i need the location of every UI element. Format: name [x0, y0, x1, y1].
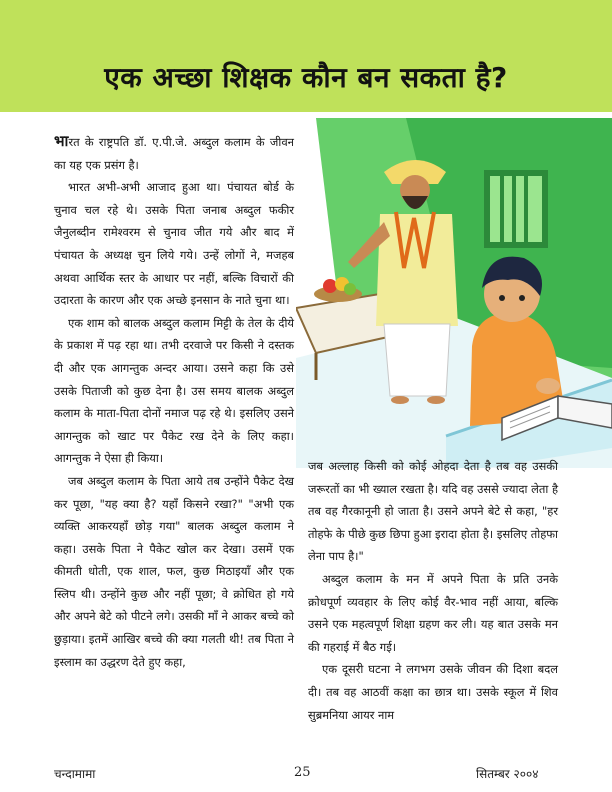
paragraph: जब अल्लाह किसी को कोई ओहदा देता है तब वह उसकी जरूरतों का भी ख्याल रखता है। यदि वह उससे ज्यादा लेता है तब वह गैरकानूनी हो जाता है। उसने अपने बेटे से कहा, "हर तोहफे के पीछे कुछ छिपा हुआ इरादा होता है। इसलिए तोहफा लेना पाप है।" — [308, 459, 558, 564]
story-illustration — [296, 118, 612, 468]
paragraph: एक दूसरी घटना ने लगभग उसके जीवन की दिशा बदल दी। तब वह आठवीं कक्षा का छात्र था। उसके स्कूल में शिव सुब्रमनिया आयर नाम — [308, 662, 558, 722]
left-column — [54, 130, 294, 673]
magazine-name: चन्दामामा — [54, 767, 96, 781]
paragraph: अब्दुल कलाम के मन में अपने पिता के प्रति उनके क्रोधपूर्ण व्यवहार के लिए कोई वैर-भाव नहीं आया, बल्कि उसने एक महत्वपूर्ण शिक्षा ग्रहण कर ली। यह बात उसके मन की गहराई में बैठ गई। — [308, 571, 558, 654]
header-banner — [0, 0, 612, 112]
right-column — [308, 455, 558, 726]
paragraph — [54, 130, 294, 176]
paragraph-text: रत के राष्ट्रपति डॉ. ए.पी.जे. अब्दुल कलाम के जीवन का यह एक प्रसंग है। — [54, 135, 294, 172]
paragraph: जब अब्दुल कलाम के पिता आये तब उन्होंने पैकेट देख कर पूछा, "यह क्या है? यहाँ किसने रखा?" "अभी एक व्यक्ति आकरयहाँ छोड़ गया" बालक अब्दुल कलाम ने कहा। उसके पिता ने पैकेट खोल कर देखा। उसमें एक कीमती धोती, एक शाल, फल, कुछ मिठाइयाँ और एक स्लिप थी। उन्होंने कुछ और नहीं पूछा; वे क्रोधित हो गये और अपने बेटे को पीटने लगे। उसकी माँ ने आकर बच्चे को छुड़ाया। इतमें आखिर बच्चे की क्या गलती थी! तब पिता ने इस्लाम का उद्धरण देते हुए कहा, — [54, 473, 294, 669]
window-icon — [484, 170, 548, 248]
page-title: एक अच्छा शिक्षक कौन बन सकता है? — [104, 61, 508, 94]
paragraph: एक शाम को बालक अब्दुल कलाम मिट्टी के तेल के दीये के प्रकाश में पढ़ रहा था। तभी दरवाजे पर किसी ने दस्तक दी और एक आगन्तुक अन्दर आया। उसने कहा कि उसे उसके पिताजी को कुछ देना है। उस समय बालक अब्दुल कलाम के माता-पिता दोनों नमाज पढ़ रहे थे। इसलिए उसने आगन्तुक को खाट पर पैकेट रख देने के लिए कहा। आगन्तुक ने ऐसा ही किया। — [54, 315, 294, 466]
page-number: 25 — [294, 765, 311, 780]
issue-date: सितम्बर २००४ — [476, 767, 539, 781]
dropcap: भा — [54, 132, 69, 150]
paragraph: भारत अभी-अभी आजाद हुआ था। पंचायत बोर्ड के चुनाव चल रहे थे। उसके पिता जनाब अब्दुल फकीर जैनुलब्दीन रामेश्वरम से चुनाव जीत गये और बाद में पंचायत के अध्यक्ष चुन लिये गये। उन्हें लोगों ने, मजहब अथवा आर्थिक स्तर के आधार पर नहीं, बल्कि विचारों की उदारता के कारण और एक अच्छे इनसान के नाते चुना था। — [54, 180, 294, 308]
